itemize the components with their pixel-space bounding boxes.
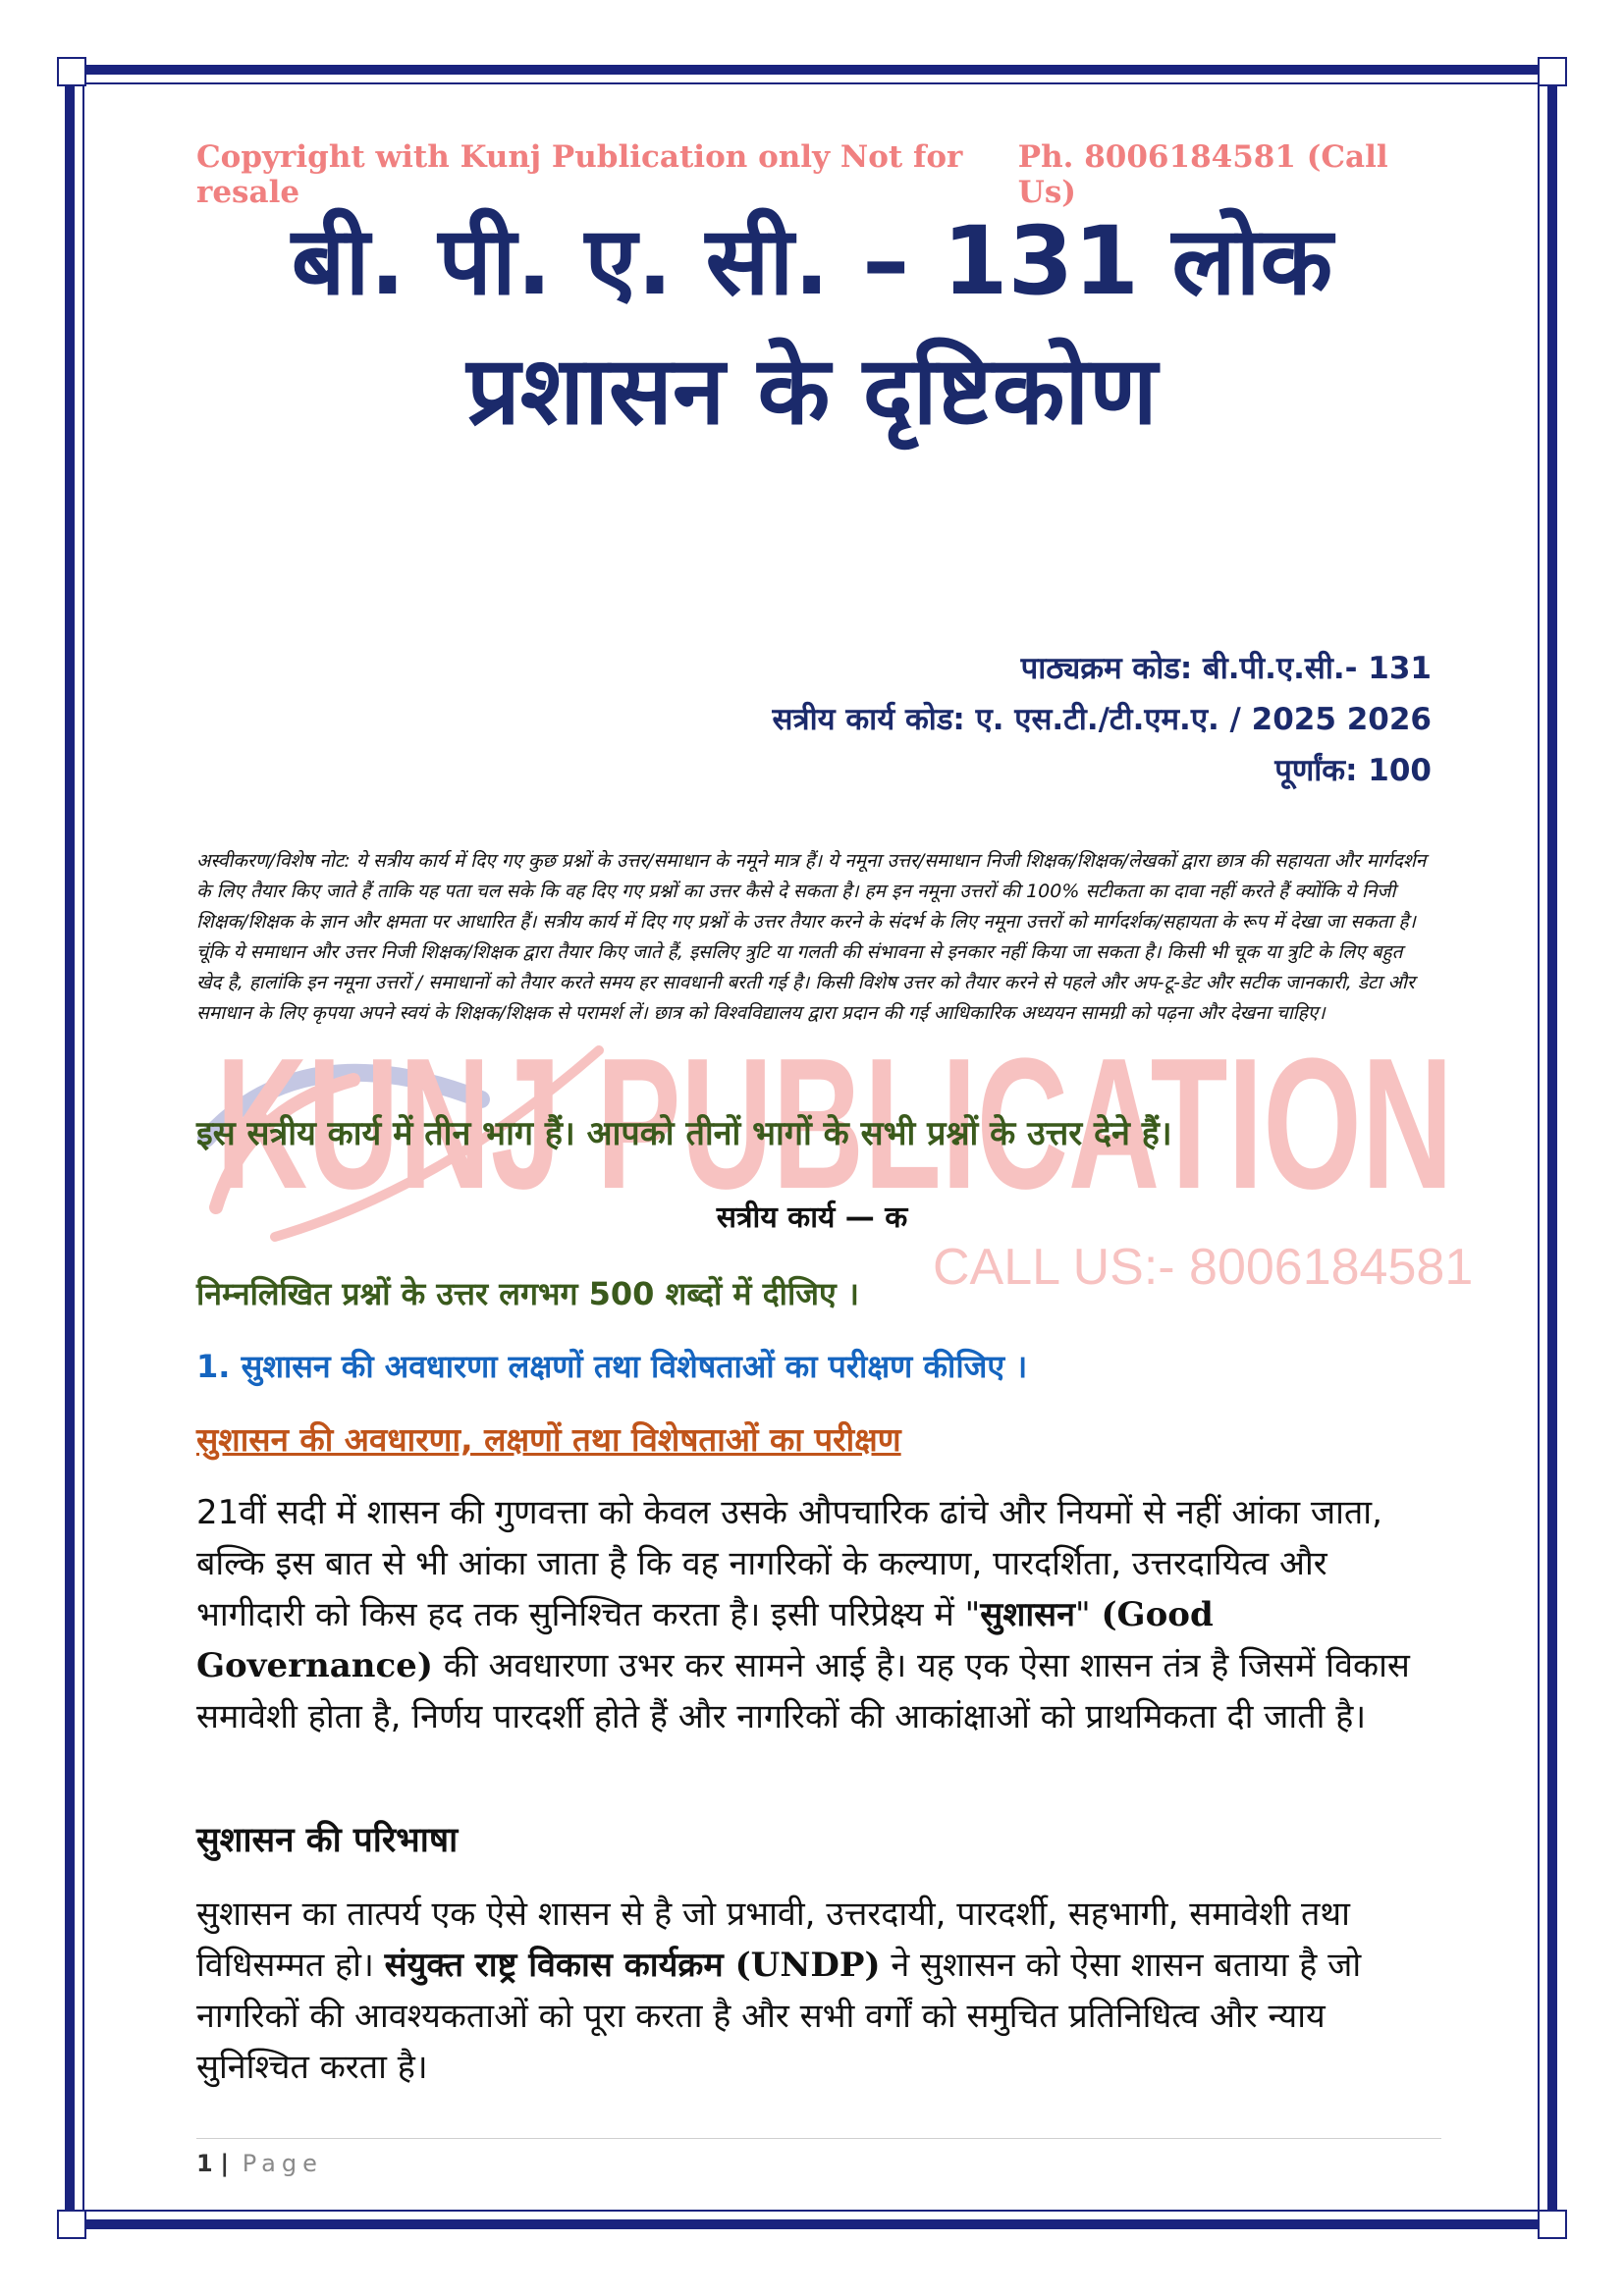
page-number: 1	[196, 2150, 213, 2177]
max-marks: पूर्णांक: 100	[1274, 753, 1432, 788]
footer-divider	[196, 2138, 1441, 2139]
intro-text-a: 21वीं सदी में शासन की गुणवत्ता को केवल उसके औपचारिक ढांचे और नियमों से नहीं आंका जाता, बल्कि इस बात से भी आंका जाता है कि वह नागरिकों के कल्याण, पारदर्शिता, उत्तरदायित्व और भागीदारी को किस हद तक सुनिश्चित करता है। इसी परिप्रेक्ष्य में "	[196, 1493, 1382, 1634]
definition-paragraph	[196, 1889, 1435, 2093]
definition-heading: सुशासन की परिभाषा	[196, 1821, 459, 1860]
contact-phone: Ph. 8006184581 (Call Us)	[1017, 139, 1388, 210]
section-title: सत्रीय कार्य — क	[716, 1201, 908, 1235]
border-corner-ornament	[1538, 2210, 1567, 2239]
copyright-text: Copyright with Kunj Publication only Not for resale	[196, 139, 963, 210]
document-title	[98, 196, 1526, 455]
intro-english-term: (Good Governance)	[196, 1595, 1214, 1685]
border-corner-ornament	[57, 2210, 86, 2239]
word-limit-instruction: निम्नलिखित प्रश्नों के उत्तर लगभग 500 शब्दों में दीजिए ।	[196, 1275, 859, 1312]
page-footer	[196, 2150, 323, 2177]
intro-bold-term: सुशासन	[980, 1595, 1076, 1634]
border-corner-ornament	[57, 57, 86, 86]
assignment-instruction: इस सत्रीय कार्य में तीन भाग हैं। आपको तीनों भागों के सभी प्रश्नों के उत्तर देने हैं।	[196, 1114, 1172, 1153]
assignment-code: सत्रीय कार्य कोड: ए. एस.टी./टी.एम.ए. / 2025 2026	[772, 702, 1432, 737]
intro-text-c: की अवधारणा उभर कर सामने आई है। यह एक ऐसा शासन तंत्र है जिसमें विकास समावेशी होता है, निर्णय पारदर्शी होते हैं और नागरिकों की आकांक्षाओं को प्राथमिकता दी जाती है।	[196, 1646, 1410, 1736]
intro-paragraph	[196, 1487, 1435, 1742]
watermark-brand-text: KUNJ PUBLICATION	[216, 1020, 1453, 1228]
title-line-2: प्रशासन के दृष्टिकोण	[466, 336, 1158, 446]
definition-bold-org: संयुक्त राष्ट्र विकास कार्यक्रम	[384, 1946, 724, 1985]
page-label: Page	[242, 2150, 323, 2177]
definition-bold-abbr: (UNDP)	[723, 1946, 881, 1985]
answer-heading: सुशासन की अवधारणा, लक्षणों तथा विशेषताओं का परीक्षण	[196, 1420, 901, 1459]
course-meta	[773, 643, 1433, 796]
intro-text-b: "	[1075, 1595, 1102, 1634]
title-line-1: बी. पी. ए. सी. – 131 लोक	[291, 206, 1333, 316]
disclaimer-note: अस्वीकरण/विशेष नोट: ये सत्रीय कार्य में दिए गए कुछ प्रश्नों के उत्तर/समाधान के नमूने मात्र हैं। ये नमूना उत्तर/समाधान निजी शिक्षक/शिक्षक/लेखकों द्वारा छात्र की सहायता और मार्गदर्शन के लिए तैयार किए जाते हैं ताकि यह पता चल सके कि वह दिए गए प्रश्नों का उत्तर कैसे दे सकता है। हम इन नमूना उत्तरों की 100% सटीकता का दावा नहीं करते हैं क्योंकि ये निजी शिक्षक/शिक्षक के ज्ञान और क्षमता पर आधारित हैं। सत्रीय कार्य में दिए गए प्रश्नों के उत्तर तैयार करने के संदर्भ के लिए नमूना उत्तरों को मार्गदर्शक/सहायता के रूप में देखा जा सकता है। चूंकि ये समाधान और उत्तर निजी शिक्षक/शिक्षक द्वारा तैयार किए जाते हैं, इसलिए त्रुटि या गलती की संभावना से इनकार नहीं किया जा सकता है। किसी भी चूक या त्रुटि के लिए बहुत खेद है, हालांकि इन नमूना उत्तरों / समाधानों को तैयार करते समय हर सावधानी बरती गई है। किसी विशेष उत्तर को तैयार करने से पहले और अप-टू-डेट और सटीक जानकारी, डेटा और समाधान के लिए कृपया अपने स्वयं के शिक्षक/शिक्षक से परामर्श लें। छात्र को विश्वविद्यालय द्वारा प्रदान की गई आधिकारिक अध्ययन सामग्री को पढ़ना और देखना चाहिए।	[196, 850, 1427, 1024]
definition-text-a: सुशासन का तात्पर्य एक ऐसे शासन से है जो प्रभावी, उत्तरदायी, पारदर्शी, सहभागी, समावेशी तथा विधिसम्मत हो।	[196, 1895, 1350, 1985]
watermark-phone-text: CALL US:- 8006184581	[933, 1239, 1474, 1296]
footer-separator: |	[220, 2150, 230, 2177]
question-1: 1. सुशासन की अवधारणा लक्षणों तथा विशेषताओं का परीक्षण कीजिए ।	[196, 1348, 1028, 1385]
border-corner-ornament	[1538, 57, 1567, 86]
definition-text-b: ने सुशासन को ऐसा शासन बताया है जो नागरिकों की आवश्यकताओं को पूरा करता है और सभी वर्गों को समुचित प्रतिनिधित्व और न्याय सुनिश्चित करता है।	[196, 1946, 1362, 2087]
course-code: पाठ्यक्रम कोड: बी.पी.ए.सी.- 131	[1020, 651, 1432, 686]
